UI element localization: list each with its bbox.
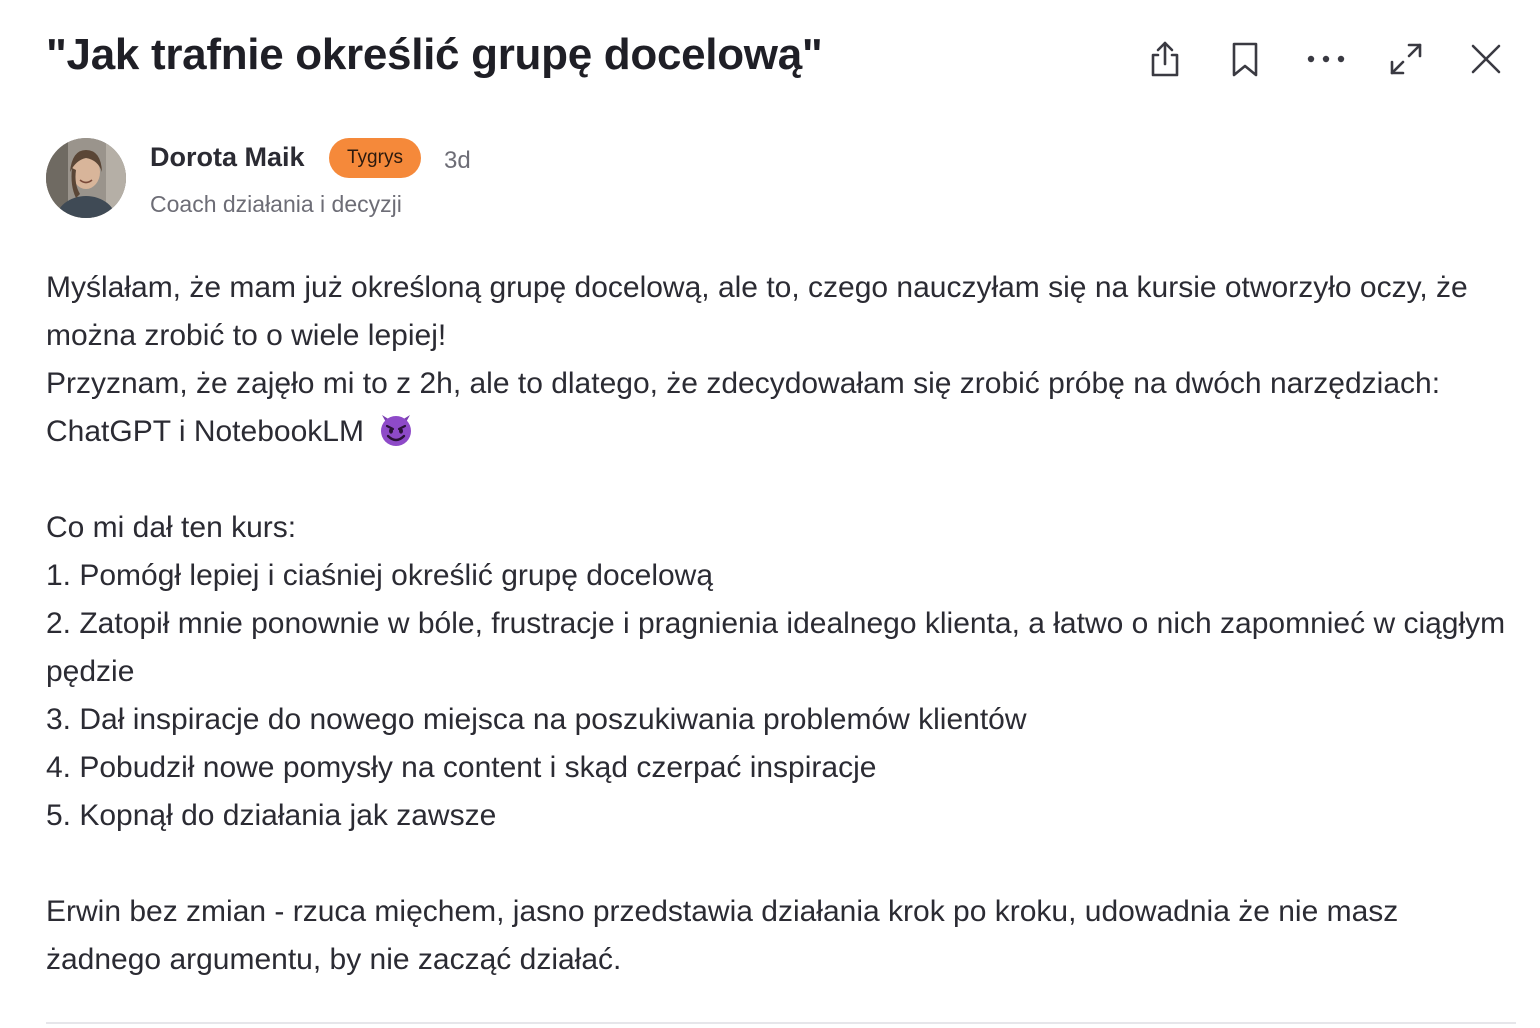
expand-icon [1388, 41, 1424, 77]
share-icon [1148, 40, 1182, 78]
list-item: 4. Pobudził nowe pomysły na content i skąd czerpać inspiracje [46, 751, 877, 784]
avatar-image [46, 138, 126, 218]
list-item: 3. Dał inspiracje do nowego miejsca na poszukiwania problemów klientów [46, 703, 1027, 736]
smiling-devil-emoji-icon [376, 409, 416, 449]
more-icon [1306, 54, 1346, 64]
expand-button[interactable] [1381, 34, 1431, 84]
post-title: "Jak trafnie określić grupę docelową" [46, 30, 823, 79]
list-item: 2. Zatopił mnie ponownie w bóle, frustracje i pragnienia idealnego klienta, a łatwo o nich zapomnieć w ciągłym pędzie [46, 607, 1506, 688]
divider [46, 1022, 1516, 1024]
blank-line [46, 456, 1516, 504]
list-item: 1. Pomógł lepiej i ciaśniej określić grupę docelową [46, 559, 714, 592]
paragraph-text: Przyznam, że zajęło mi to z 2h, ale to dlatego, że zdecydowałam się zrobić próbę na dwóch narzędziach: ChatGPT i NotebookLM [46, 367, 1441, 448]
list-item: 5. Kopnął do działania jak zawsze [46, 799, 497, 832]
paragraph [46, 360, 1516, 456]
close-icon [1469, 42, 1503, 76]
author-name[interactable]: Dorota Maik [150, 142, 305, 172]
close-button[interactable] [1461, 34, 1511, 84]
list-heading: Co mi dał ten kurs: [46, 511, 297, 544]
author-header [46, 138, 746, 220]
post-toolbar [1140, 34, 1520, 84]
paragraph: Erwin bez zmian - rzuca mięchem, jasno przedstawia działania krok po kroku, udowadnia że nie masz żadnego argumentu, by nie zacząć działać. [46, 895, 1399, 976]
share-button[interactable] [1140, 34, 1190, 84]
more-options-button[interactable] [1301, 34, 1351, 84]
paragraph: Myślałam, że mam już określoną grupę docelową, ale to, czego nauczyłam się na kursie otworzyło oczy, że można zrobić to o wiele lepiej! [46, 271, 1468, 352]
bookmark-icon [1229, 40, 1261, 78]
blank-line [46, 840, 1516, 888]
post-timestamp: 3d [444, 147, 471, 174]
bookmark-button[interactable] [1220, 34, 1270, 84]
avatar[interactable] [46, 138, 126, 218]
author-subtitle: Coach działania i decyzji [150, 191, 402, 217]
post-body [46, 264, 1516, 984]
level-badge: Tygrys [329, 138, 421, 178]
